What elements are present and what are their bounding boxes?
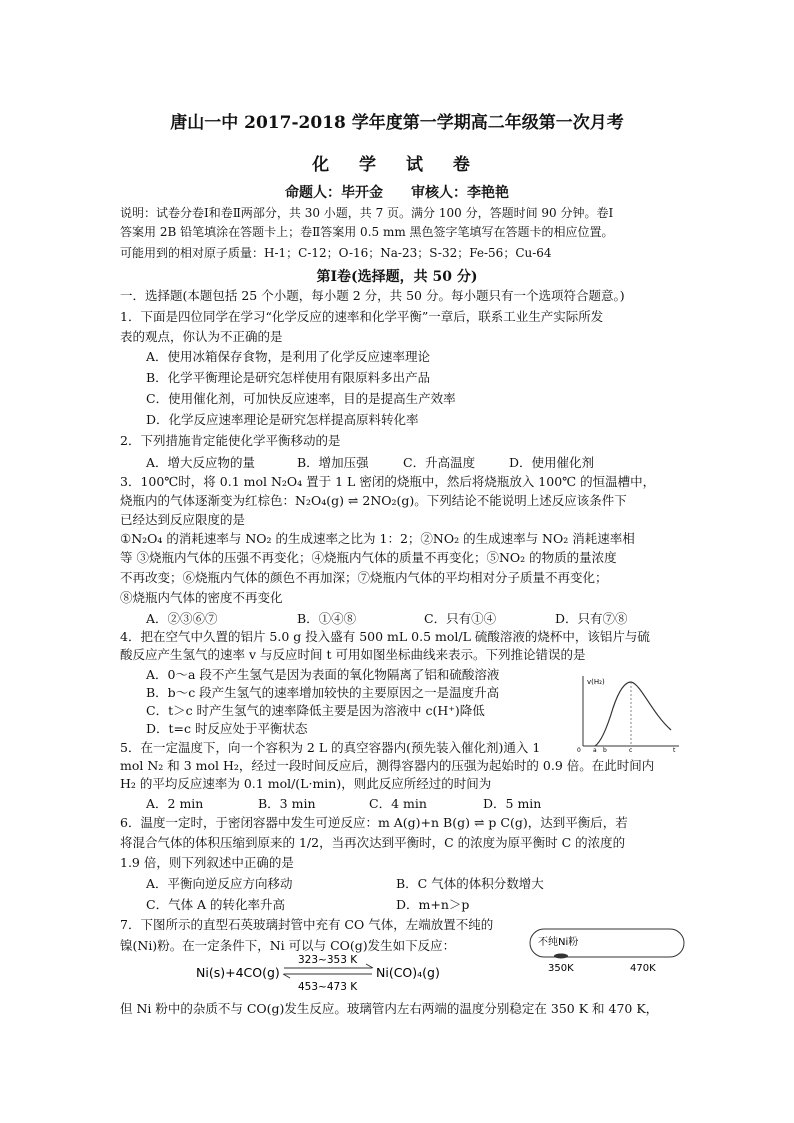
q3-option-a: A．②③⑥⑦ [146,611,218,626]
exam-subtitle: 化 学 试 卷 [312,155,482,175]
graph-origin-label: 0 [577,747,581,752]
q1-option-c: C．使用催化剂，可加快反应速率，目的是提高生产效率 [146,391,456,406]
q4-option-d: D．t=c 时反应处于平衡状态 [146,721,308,736]
graph-b-label: b [603,747,607,752]
nickel-powder [554,954,568,959]
q3-stem-line-5: 等 ③烧瓶内气体的压强不再变化；④烧瓶内气体的质量不再变化；⑤NO₂ 的物质的量浓度 [120,550,617,565]
q6-option-a: A．平衡向逆反应方向移动 [146,876,293,891]
left-temp-label: 350K [548,963,574,974]
q3-stem-line-7: ⑧烧瓶内气体的密度不再变化 [120,590,283,605]
q6-option-b: B．C 气体的体积分数增大 [396,876,544,891]
q4-option-b: B．b～c 段产生氢气的速率增加较快的主要原因之一是温度升高 [146,685,500,700]
q2-stem: 2．下列措施肯定能使化学平衡移动的是 [120,433,341,448]
q2-option-c: C．升高温度 [403,455,476,470]
q3-option-c: C．只有①④ [424,611,497,626]
q5-stem-line-1: 5．在一定温度下，向一个容积为 2 L 的真空容器内(预先装入催化剂)通入 1 [120,740,541,755]
equation-bottom-condition: 453~473 K [298,981,358,993]
q5-option-d: D．5 min [483,796,542,811]
q3-stem-line-1: 3．100℃时，将 0.1 mol N₂O₄ 置于 1 L 密闭的烧瓶中，然后将烧瓶放入 100℃ 的恒温槽中， [120,474,656,489]
q5-stem-line-2: mol N₂ 和 3 mol H₂，经过一段时间反应后，测得容器内的压强为起始时的 0.9 倍。在此时间内 [120,758,655,773]
instructions-line-3: 可能用到的相对原子质量：H-1；C-12；O-16；Na-23；S-32；Fe-56；Cu-64 [120,246,552,260]
graph-curve [595,682,671,746]
q6-stem-line-3: 1.9 倍，则下列叙述中正确的是 [120,855,294,870]
q3-stem-line-3: 已经达到反应限度的是 [120,512,246,527]
tube-label: 不纯Ni粉 [538,937,579,948]
q7-stem-line-2: 镍(Ni)粉。在一定条件下，Ni 可以与 CO(g)发生如下反应： [120,938,456,953]
section-intro: 一．选择题(本题包括 25 个小题，每小题 2 分，共 50 分。每小题只有一个选项符合题意。) [120,288,625,303]
q1-option-a: A．使用冰箱保存食物，是利用了化学反应速率理论 [146,349,431,364]
instructions-line-2: 答案用 2B 铅笔填涂在答题卡上；卷Ⅱ答案用 0.5 mm 黑色签字笔填写在答题卡的相应位置。 [120,225,614,239]
graph-a-label: a [593,747,597,752]
forward-arrowhead [366,964,373,968]
equation-top-condition: 323~353 K [298,954,358,966]
graph-t-label: t [673,747,676,752]
q7-stem-line-3: 但 Ni 粉中的杂质不与 CO(g)发生反应。玻璃管内左右两端的温度分别稳定在 350 K 和 470 K， [120,1001,659,1016]
q4-stem-line-2: 酸反应产生氢气的速率 v 与反应时间 t 可用如图坐标曲线来表示。下列推论错误的是 [120,647,586,662]
equation-left: Ni(s)+4CO(g) [196,965,280,980]
q6-stem-line-1: 6．温度一定时，于密闭容器中发生可逆反应：m A(g)+n B(g) ⇌ p C(g)，达到平衡后，若 [120,815,628,830]
graph-c-label: c [629,747,633,752]
q4-option-c: C．t＞c 时产生氢气的速率降低主要是因为溶液中 c(H⁺)降低 [146,703,485,718]
q6-option-d: D．m+n＞p [396,897,470,912]
q5-stem-line-3: H₂ 的平均反应速率为 0.1 mol/(L·min)，则此反应所经过的时间为 [120,776,492,791]
q5-option-c: C．4 min [369,796,427,811]
q2-option-b: B．增加压强 [297,455,369,470]
q6-stem-line-2: 将混合气体的体积压缩到原来的 1/2，当再次达到平衡时，C 的浓度为原平衡时 C 的浓度的 [120,835,626,850]
exam-title: 唐山一中 2017-2018 学年度第一学期高二年级第一次月考 [170,113,624,133]
instructions-line-1: 说明：试卷分卷Ⅰ和卷Ⅱ两部分，共 30 小题，共 7 页。满分 100 分，答题时间 90 分钟。卷Ⅰ [120,206,614,220]
q4-stem-line-1: 4．把在空气中久置的铝片 5.0 g 投入盛有 500 mL 0.5 mol/L 硫酸溶液的烧杯中，该铝片与硫 [120,629,650,644]
q1-stem-line-1: 1．下面是四位同学在学习“化学反应的速率和化学平衡”一章后，联系工业生产实际所发 [120,309,604,324]
q1-stem-line-2: 表的观点，你认为不正确的是 [120,329,283,344]
q2-option-d: D．使用催化剂 [509,455,595,470]
reaction-equation [196,950,456,996]
q6-option-c: C．气体 A 的转化率升高 [146,897,286,912]
right-temp-label: 470K [630,963,656,974]
q2-option-a: A．增大反应物的量 [146,455,256,470]
q3-option-d: D．只有⑦⑧ [555,611,628,626]
q3-option-b: B．①④⑧ [297,611,357,626]
section-title: 第Ⅰ卷(选择题，共 50 分) [316,269,478,285]
q4-option-a: A．0～a 段不产生氢气是因为表面的氧化物隔离了铝和硫酸溶液 [146,667,500,682]
q3-stem-line-4: ①N₂O₄ 的消耗速率与 NO₂ 的生成速率之比为 1：2；②NO₂ 的生成速率与 NO₂ 消耗速率相 [120,531,635,546]
q7-stem-line-1: 7．下图所示的直型石英玻璃封管中充有 CO 气体，左端放置不纯的 [120,917,494,932]
equation-right: Ni(CO)₄(g) [376,965,440,980]
q5-option-a: A．2 min [146,796,204,811]
q5-option-b: B．3 min [258,796,316,811]
q3-stem-line-2: 烧瓶内的气体逐渐变为红棕色：N₂O₄(g) ⇌ 2NO₂(g)。下列结论不能说明上述反应该条件下 [120,493,627,508]
graph-y-label: v(H₂) [587,678,605,686]
q1-option-b: B．化学平衡理论是研究怎样使用有限原料多出产品 [146,370,431,385]
nickel-tube-diagram [528,925,688,975]
q3-stem-line-6: 不再改变；⑥烧瓶内气体的颜色不再加深；⑦烧瓶内气体的平均相对分子质量不再变化； [120,570,608,585]
q1-option-d: D．化学反应速率理论是研究怎样提高原料转化率 [146,412,419,427]
reverse-arrowhead [283,974,290,978]
exam-authors: 命题人：毕开金 审核人：李艳艳 [285,185,509,201]
